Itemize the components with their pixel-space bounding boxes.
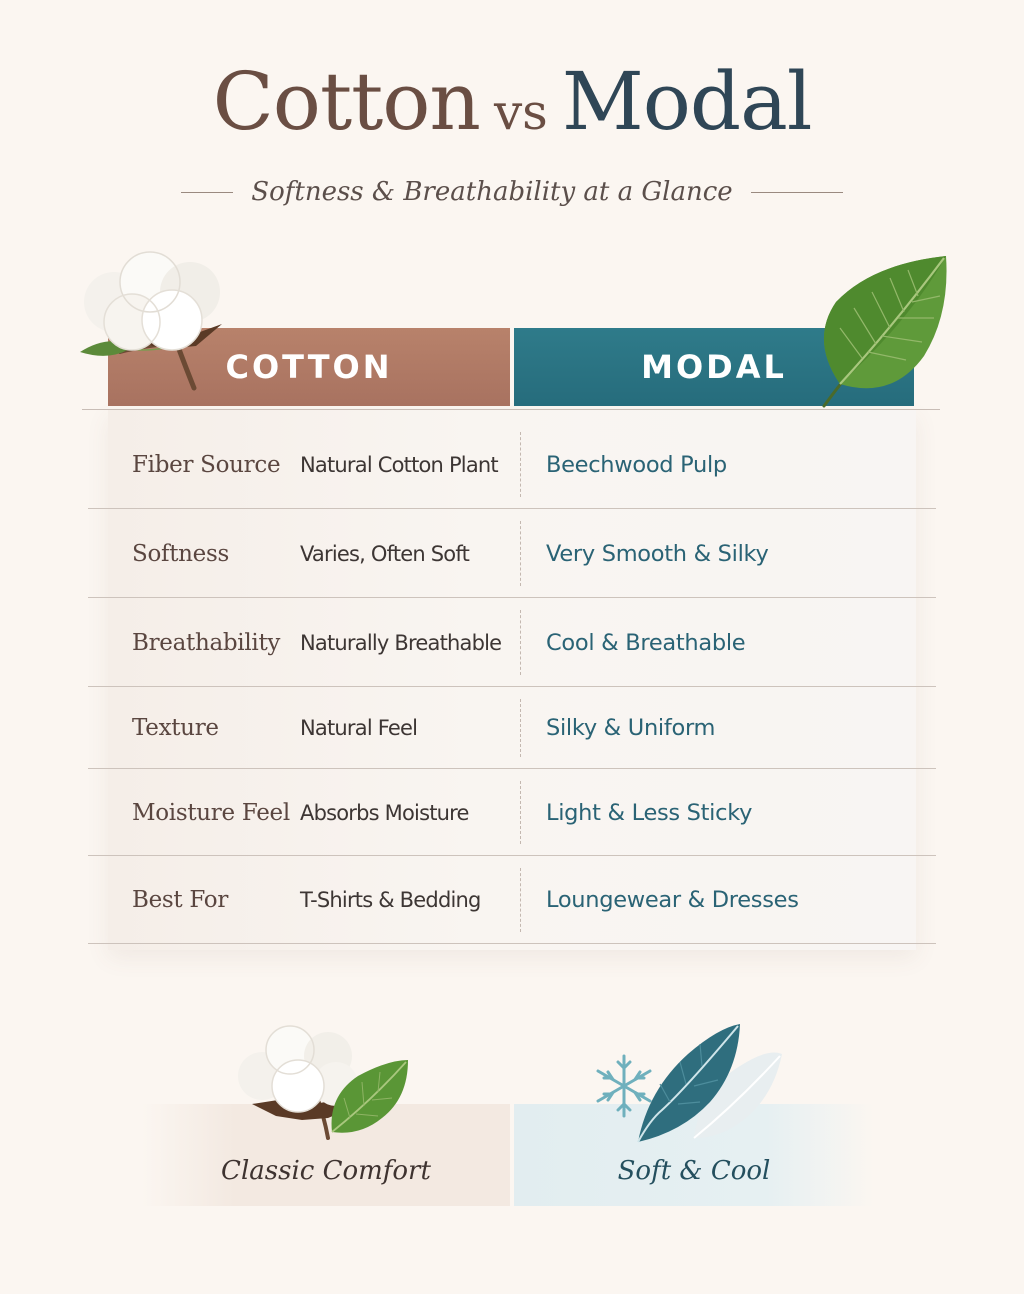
modal-column-header: MODAL [514,328,914,406]
modal-value: Very Smooth & Silky [546,540,769,567]
cotton-boll-with-leaf-icon [232,1020,412,1144]
cotton-value: Naturally Breathable [300,630,502,655]
modal-value: Cool & Breathable [546,629,746,656]
column-divider [520,521,521,586]
subtitle-rule-left [181,192,233,193]
column-divider [520,781,521,844]
row-label-best-for: Best For [132,887,229,913]
modal-summary-label: Soft & Cool [617,1156,771,1186]
table-row [88,856,936,944]
title-modal: Modal [561,55,812,148]
modal-value: Beechwood Pulp [546,451,727,478]
leaf-icon [810,250,952,412]
feathers-and-snowflake-icon [590,1020,790,1144]
cotton-value: Natural Feel [300,716,418,740]
modal-value: Loungewear & Dresses [546,887,799,913]
table-row [88,509,936,598]
cotton-column-header: COTTON [108,328,510,406]
column-divider [520,868,521,932]
cotton-value: Natural Cotton Plant [300,452,498,477]
cotton-value: Absorbs Moisture [300,800,469,825]
cotton-value: Varies, Often Soft [300,541,470,566]
subtitle-row [0,170,1024,214]
cotton-value: T-Shirts & Bedding [300,888,481,912]
row-label-texture: Texture [132,715,219,741]
table-row [88,420,936,509]
subtitle-rule-right [751,192,843,193]
table-row [88,598,936,687]
modal-value: Silky & Uniform [546,715,716,741]
row-label-breathability: Breathability [132,629,281,656]
row-label-softness: Softness [132,540,229,567]
column-divider [520,432,521,497]
page-title [0,55,1024,148]
row-label-fiber-source: Fiber Source [132,451,281,478]
cotton-summary-label: Classic Comfort [221,1156,431,1186]
table-row [88,769,936,856]
column-divider [520,699,521,757]
column-divider [520,610,521,675]
modal-value: Light & Less Sticky [546,799,753,826]
row-label-moisture-feel: Moisture Feel [132,799,290,826]
cotton-boll-icon [72,248,242,398]
title-vs: vs [493,83,548,141]
subtitle: Softness & Breathability at a Glance [251,177,733,207]
title-cotton: Cotton [212,55,480,148]
snowflake-icon [598,1056,650,1116]
row-divider [88,943,936,944]
table-row [88,687,936,769]
